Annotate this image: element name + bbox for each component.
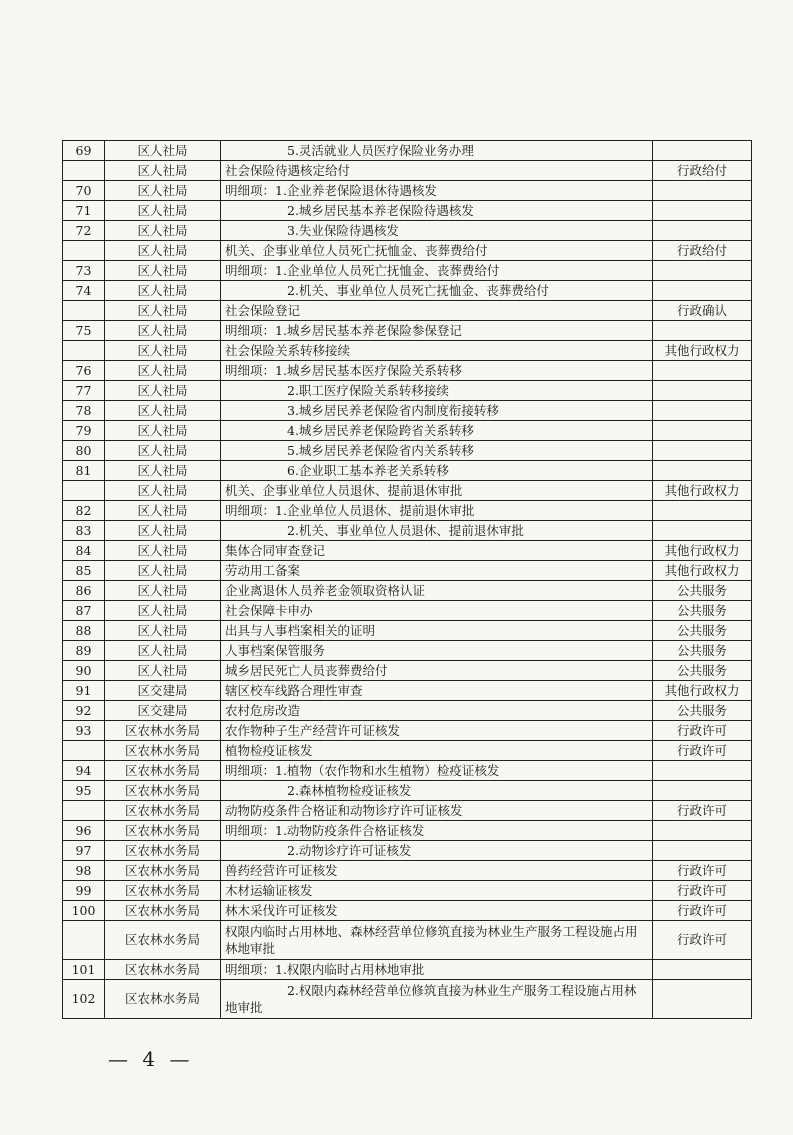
category-cell bbox=[653, 421, 752, 441]
category-cell bbox=[653, 980, 752, 1019]
item-cell: 机关、企事业单位人员死亡抚恤金、丧葬费给付 bbox=[221, 241, 653, 261]
department-cell: 区交建局 bbox=[105, 701, 221, 721]
item-cell: 农村危房改造 bbox=[221, 701, 653, 721]
item-cell: 5.灵活就业人员医疗保险业务办理 bbox=[221, 141, 653, 161]
table-row bbox=[63, 281, 752, 301]
category-cell: 行政许可 bbox=[653, 721, 752, 741]
department-cell: 区人社局 bbox=[105, 301, 221, 321]
department-cell: 区农林水务局 bbox=[105, 881, 221, 901]
item-cell: 2.城乡居民基本养老保险待遇核发 bbox=[221, 201, 653, 221]
row-number: 100 bbox=[63, 901, 105, 921]
department-cell: 区人社局 bbox=[105, 421, 221, 441]
table-row bbox=[63, 141, 752, 161]
row-number: 94 bbox=[63, 761, 105, 781]
department-cell: 区人社局 bbox=[105, 541, 221, 561]
row-number: 85 bbox=[63, 561, 105, 581]
item-cell: 明细项：1.城乡居民基本养老保险参保登记 bbox=[221, 321, 653, 341]
category-cell bbox=[653, 841, 752, 861]
item-cell: 明细项：1.企业养老保险退休待遇核发 bbox=[221, 181, 653, 201]
table-row bbox=[63, 461, 752, 481]
table-row bbox=[63, 681, 752, 701]
department-cell: 区农林水务局 bbox=[105, 980, 221, 1019]
table-row bbox=[63, 241, 752, 261]
department-cell: 区农林水务局 bbox=[105, 761, 221, 781]
category-cell: 其他行政权力 bbox=[653, 541, 752, 561]
category-cell: 公共服务 bbox=[653, 641, 752, 661]
department-cell: 区农林水务局 bbox=[105, 821, 221, 841]
row-number: 76 bbox=[63, 361, 105, 381]
department-cell: 区人社局 bbox=[105, 261, 221, 281]
item-cell: 2.职工医疗保险关系转移接续 bbox=[221, 381, 653, 401]
department-cell: 区人社局 bbox=[105, 601, 221, 621]
department-cell: 区人社局 bbox=[105, 321, 221, 341]
category-cell: 其他行政权力 bbox=[653, 561, 752, 581]
row-number: 80 bbox=[63, 441, 105, 461]
item-cell: 6.企业职工基本养老关系转移 bbox=[221, 461, 653, 481]
item-cell: 2.权限内森林经营单位修筑直接为林业生产服务工程设施占用林地审批 bbox=[221, 980, 653, 1019]
row-number: 97 bbox=[63, 841, 105, 861]
department-cell: 区农林水务局 bbox=[105, 781, 221, 801]
category-cell: 其他行政权力 bbox=[653, 341, 752, 361]
item-cell: 社会保险关系转移接续 bbox=[221, 341, 653, 361]
table-row bbox=[63, 361, 752, 381]
category-cell: 行政许可 bbox=[653, 921, 752, 960]
table-row bbox=[63, 301, 752, 321]
item-cell: 兽药经营许可证核发 bbox=[221, 861, 653, 881]
row-number: 74 bbox=[63, 281, 105, 301]
row-number bbox=[63, 341, 105, 361]
row-number: 70 bbox=[63, 181, 105, 201]
category-cell: 公共服务 bbox=[653, 621, 752, 641]
table-row bbox=[63, 781, 752, 801]
row-number: 72 bbox=[63, 221, 105, 241]
row-number bbox=[63, 241, 105, 261]
item-cell: 明细项：1.企业单位人员退休、提前退休审批 bbox=[221, 501, 653, 521]
category-cell bbox=[653, 221, 752, 241]
category-cell bbox=[653, 321, 752, 341]
department-cell: 区人社局 bbox=[105, 161, 221, 181]
row-number: 98 bbox=[63, 861, 105, 881]
row-number: 82 bbox=[63, 501, 105, 521]
table-row bbox=[63, 581, 752, 601]
item-cell: 明细项：1.植物（农作物和水生植物）检疫证核发 bbox=[221, 761, 653, 781]
category-cell bbox=[653, 261, 752, 281]
item-cell: 2.动物诊疗许可证核发 bbox=[221, 841, 653, 861]
category-cell: 行政给付 bbox=[653, 161, 752, 181]
category-cell bbox=[653, 461, 752, 481]
category-cell bbox=[653, 401, 752, 421]
item-cell: 明细项：1.动物防疫条件合格证核发 bbox=[221, 821, 653, 841]
table-row bbox=[63, 741, 752, 761]
category-cell bbox=[653, 281, 752, 301]
row-number: 101 bbox=[63, 960, 105, 980]
department-cell: 区人社局 bbox=[105, 521, 221, 541]
item-cell: 城乡居民死亡人员丧葬费给付 bbox=[221, 661, 653, 681]
item-cell: 机关、企事业单位人员退休、提前退休审批 bbox=[221, 481, 653, 501]
category-cell: 行政确认 bbox=[653, 301, 752, 321]
category-cell: 行政许可 bbox=[653, 741, 752, 761]
department-cell: 区人社局 bbox=[105, 481, 221, 501]
table-row bbox=[63, 921, 752, 960]
department-cell: 区人社局 bbox=[105, 141, 221, 161]
department-cell: 区人社局 bbox=[105, 441, 221, 461]
item-cell: 3.失业保险待遇核发 bbox=[221, 221, 653, 241]
table-row bbox=[63, 221, 752, 241]
item-cell: 明细项：1.权限内临时占用林地审批 bbox=[221, 960, 653, 980]
table-row bbox=[63, 601, 752, 621]
category-cell: 公共服务 bbox=[653, 581, 752, 601]
table-row bbox=[63, 621, 752, 641]
table-row bbox=[63, 341, 752, 361]
item-cell: 2.森林植物检疫证核发 bbox=[221, 781, 653, 801]
category-cell bbox=[653, 960, 752, 980]
item-cell: 集体合同审查登记 bbox=[221, 541, 653, 561]
category-cell: 其他行政权力 bbox=[653, 481, 752, 501]
table-row bbox=[63, 401, 752, 421]
category-cell bbox=[653, 361, 752, 381]
category-cell bbox=[653, 441, 752, 461]
services-table bbox=[62, 140, 752, 1019]
department-cell: 区人社局 bbox=[105, 281, 221, 301]
item-cell: 2.机关、事业单位人员死亡抚恤金、丧葬费给付 bbox=[221, 281, 653, 301]
item-cell: 明细项：1.城乡居民基本医疗保险关系转移 bbox=[221, 361, 653, 381]
row-number: 99 bbox=[63, 881, 105, 901]
table-row bbox=[63, 481, 752, 501]
department-cell: 区人社局 bbox=[105, 581, 221, 601]
item-cell: 植物检疫证核发 bbox=[221, 741, 653, 761]
item-cell: 5.城乡居民养老保险省内关系转移 bbox=[221, 441, 653, 461]
row-number: 87 bbox=[63, 601, 105, 621]
category-cell bbox=[653, 761, 752, 781]
department-cell: 区农林水务局 bbox=[105, 801, 221, 821]
department-cell: 区农林水务局 bbox=[105, 921, 221, 960]
row-number: 102 bbox=[63, 980, 105, 1019]
row-number bbox=[63, 481, 105, 501]
department-cell: 区人社局 bbox=[105, 361, 221, 381]
table-row bbox=[63, 901, 752, 921]
row-number: 95 bbox=[63, 781, 105, 801]
item-cell: 木材运输证核发 bbox=[221, 881, 653, 901]
item-cell: 4.城乡居民养老保险跨省关系转移 bbox=[221, 421, 653, 441]
category-cell bbox=[653, 501, 752, 521]
row-number: 84 bbox=[63, 541, 105, 561]
department-cell: 区人社局 bbox=[105, 381, 221, 401]
table-row bbox=[63, 881, 752, 901]
item-cell: 辖区校车线路合理性审查 bbox=[221, 681, 653, 701]
row-number: 81 bbox=[63, 461, 105, 481]
category-cell: 公共服务 bbox=[653, 701, 752, 721]
table-row bbox=[63, 801, 752, 821]
item-cell: 2.机关、事业单位人员退休、提前退休审批 bbox=[221, 521, 653, 541]
row-number bbox=[63, 801, 105, 821]
item-cell: 动物防疫条件合格证和动物诊疗许可证核发 bbox=[221, 801, 653, 821]
row-number: 69 bbox=[63, 141, 105, 161]
category-cell: 公共服务 bbox=[653, 661, 752, 681]
row-number: 71 bbox=[63, 201, 105, 221]
table-row bbox=[63, 641, 752, 661]
item-cell: 企业离退休人员养老金领取资格认证 bbox=[221, 581, 653, 601]
row-number: 89 bbox=[63, 641, 105, 661]
category-cell: 行政许可 bbox=[653, 801, 752, 821]
row-number: 73 bbox=[63, 261, 105, 281]
row-number: 75 bbox=[63, 321, 105, 341]
item-cell: 社会保险待遇核定给付 bbox=[221, 161, 653, 181]
item-cell: 明细项：1.企业单位人员死亡抚恤金、丧葬费给付 bbox=[221, 261, 653, 281]
row-number: 77 bbox=[63, 381, 105, 401]
table-row bbox=[63, 181, 752, 201]
item-cell: 出具与人事档案相关的证明 bbox=[221, 621, 653, 641]
item-cell: 农作物种子生产经营许可证核发 bbox=[221, 721, 653, 741]
table-row bbox=[63, 561, 752, 581]
table-row bbox=[63, 441, 752, 461]
category-cell: 行政许可 bbox=[653, 861, 752, 881]
table-row bbox=[63, 501, 752, 521]
category-cell bbox=[653, 201, 752, 221]
table-row bbox=[63, 521, 752, 541]
category-cell bbox=[653, 521, 752, 541]
category-cell: 行政给付 bbox=[653, 241, 752, 261]
row-number: 92 bbox=[63, 701, 105, 721]
department-cell: 区农林水务局 bbox=[105, 721, 221, 741]
department-cell: 区人社局 bbox=[105, 221, 221, 241]
table-row bbox=[63, 980, 752, 1019]
item-cell: 人事档案保管服务 bbox=[221, 641, 653, 661]
table-row bbox=[63, 861, 752, 881]
department-cell: 区农林水务局 bbox=[105, 901, 221, 921]
item-cell: 劳动用工备案 bbox=[221, 561, 653, 581]
row-number: 91 bbox=[63, 681, 105, 701]
department-cell: 区人社局 bbox=[105, 501, 221, 521]
table-row bbox=[63, 701, 752, 721]
department-cell: 区交建局 bbox=[105, 681, 221, 701]
category-cell bbox=[653, 381, 752, 401]
department-cell: 区人社局 bbox=[105, 241, 221, 261]
row-number bbox=[63, 921, 105, 960]
item-cell: 社会保障卡申办 bbox=[221, 601, 653, 621]
department-cell: 区人社局 bbox=[105, 401, 221, 421]
row-number: 88 bbox=[63, 621, 105, 641]
department-cell: 区农林水务局 bbox=[105, 841, 221, 861]
department-cell: 区农林水务局 bbox=[105, 861, 221, 881]
table-row bbox=[63, 541, 752, 561]
category-cell bbox=[653, 141, 752, 161]
row-number bbox=[63, 301, 105, 321]
table-row bbox=[63, 261, 752, 281]
department-cell: 区人社局 bbox=[105, 641, 221, 661]
item-cell: 3.城乡居民养老保险省内制度衔接转移 bbox=[221, 401, 653, 421]
row-number bbox=[63, 161, 105, 181]
category-cell bbox=[653, 781, 752, 801]
row-number bbox=[63, 741, 105, 761]
item-cell: 社会保险登记 bbox=[221, 301, 653, 321]
row-number: 93 bbox=[63, 721, 105, 741]
item-cell: 林木采伐许可证核发 bbox=[221, 901, 653, 921]
department-cell: 区农林水务局 bbox=[105, 741, 221, 761]
item-cell: 权限内临时占用林地、森林经营单位修筑直接为林业生产服务工程设施占用林地审批 bbox=[221, 921, 653, 960]
department-cell: 区人社局 bbox=[105, 341, 221, 361]
category-cell: 公共服务 bbox=[653, 601, 752, 621]
table-row bbox=[63, 661, 752, 681]
table-row bbox=[63, 381, 752, 401]
category-cell: 行政许可 bbox=[653, 881, 752, 901]
department-cell: 区人社局 bbox=[105, 181, 221, 201]
row-number: 83 bbox=[63, 521, 105, 541]
table-row bbox=[63, 161, 752, 181]
department-cell: 区人社局 bbox=[105, 561, 221, 581]
category-cell bbox=[653, 821, 752, 841]
department-cell: 区人社局 bbox=[105, 621, 221, 641]
table-row bbox=[63, 761, 752, 781]
department-cell: 区人社局 bbox=[105, 461, 221, 481]
row-number: 79 bbox=[63, 421, 105, 441]
department-cell: 区人社局 bbox=[105, 201, 221, 221]
department-cell: 区人社局 bbox=[105, 661, 221, 681]
table-row bbox=[63, 321, 752, 341]
category-cell: 其他行政权力 bbox=[653, 681, 752, 701]
department-cell: 区农林水务局 bbox=[105, 960, 221, 980]
row-number: 86 bbox=[63, 581, 105, 601]
category-cell: 行政许可 bbox=[653, 901, 752, 921]
row-number: 90 bbox=[63, 661, 105, 681]
table-row bbox=[63, 421, 752, 441]
table-row bbox=[63, 841, 752, 861]
row-number: 78 bbox=[63, 401, 105, 421]
table-row bbox=[63, 721, 752, 741]
category-cell bbox=[653, 181, 752, 201]
table-row bbox=[63, 201, 752, 221]
table-row bbox=[63, 960, 752, 980]
table-row bbox=[63, 821, 752, 841]
row-number: 96 bbox=[63, 821, 105, 841]
page-number: — 4 — bbox=[108, 1047, 194, 1071]
